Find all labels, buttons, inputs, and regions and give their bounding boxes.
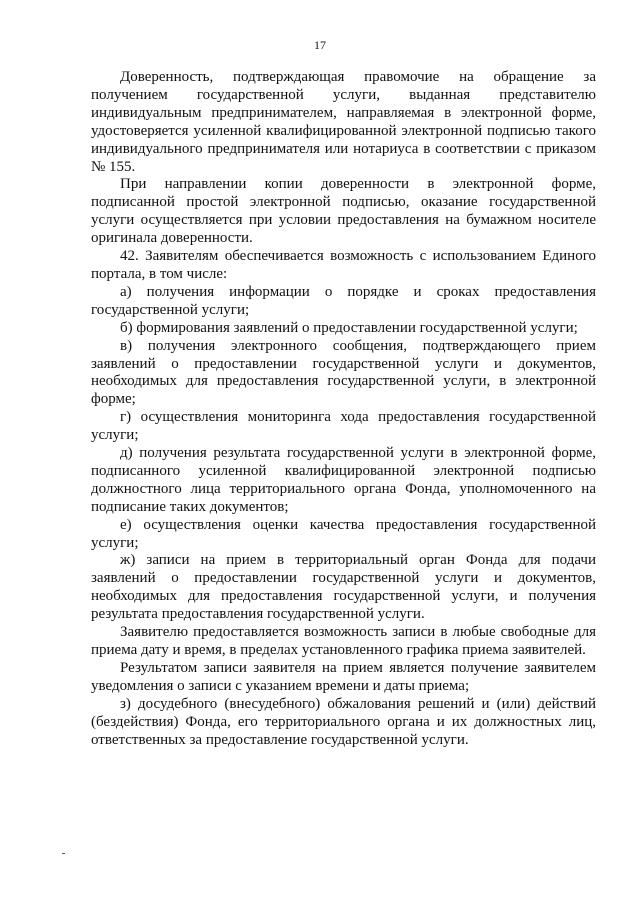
list-item-g: г) осуществления мониторинга хода предоставления государственной услуги; xyxy=(91,409,596,444)
list-item-d: д) получения результата государственной услуги в электронной форме, подписанного усиленной квалифицированной электронной подписью должностного лица территориального органа Фонда, уполномоченного на подписание таких документов; xyxy=(91,445,596,515)
list-item-z: з) досудебного (внесудебного) обжалования решений и (или) действий (бездействия) Фонда, его территориального органа и их должностных лиц, ответственных за предоставление государственной услуги. xyxy=(91,695,596,748)
list-item-e: е) осуществления оценки качества предоставления государственной услуги; xyxy=(91,516,596,551)
list-item-zh: ж) записи на прием в территориальный орган Фонда для подачи заявлений о предоставлении государственной услуги и документов, необходимых для предоставления государственной услуги, и получения результата предоставления государственной услуги. xyxy=(91,552,596,623)
paragraph-power-of-attorney-copy: При направлении копии доверенности в электронной форме, подписанной простой электронной подписью, оказание государственной услуги осуществляется при условии предоставления на бумажном носителе оригинала доверенности. xyxy=(91,176,596,247)
paragraph-power-of-attorney-entrepreneur: Доверенность, подтверждающая правомочие на обращение за получением государственной услуги, выданная представителю индивидуальным предпринимателем, направляемая в электронной форме, удостоверяется усиленной квалифицированной электронной подписью такого индивидуального предпринимателя или нотариуса в соответствии с приказом № 155. xyxy=(91,69,596,175)
paragraph-appointment-result: Результатом записи заявителя на прием является получение заявителем уведомления о записи с указанием времени и даты приема; xyxy=(91,659,596,694)
list-item-a: а) получения информации о порядке и сроках предоставления государственной услуги; xyxy=(91,283,596,318)
scan-mark xyxy=(62,853,65,854)
list-item-v: в) получения электронного сообщения, подтверждающего прием заявлений о предоставлении государственной услуги и документов, необходимых для предоставления государственной услуги, в электронной форме; xyxy=(91,337,596,408)
paragraph-42-intro: 42. Заявителям обеспечивается возможность с использованием Единого портала, в том числе: xyxy=(91,248,596,282)
document-body xyxy=(91,69,596,749)
list-item-b: б) формирования заявлений о предоставлении государственной услуги; xyxy=(120,319,578,336)
page-number: 17 xyxy=(314,38,326,52)
paragraph-appointment-availability: Заявителю предоставляется возможность записи в любые свободные для приема дату и время, в пределах установленного графика приема заявителей. xyxy=(91,624,596,658)
